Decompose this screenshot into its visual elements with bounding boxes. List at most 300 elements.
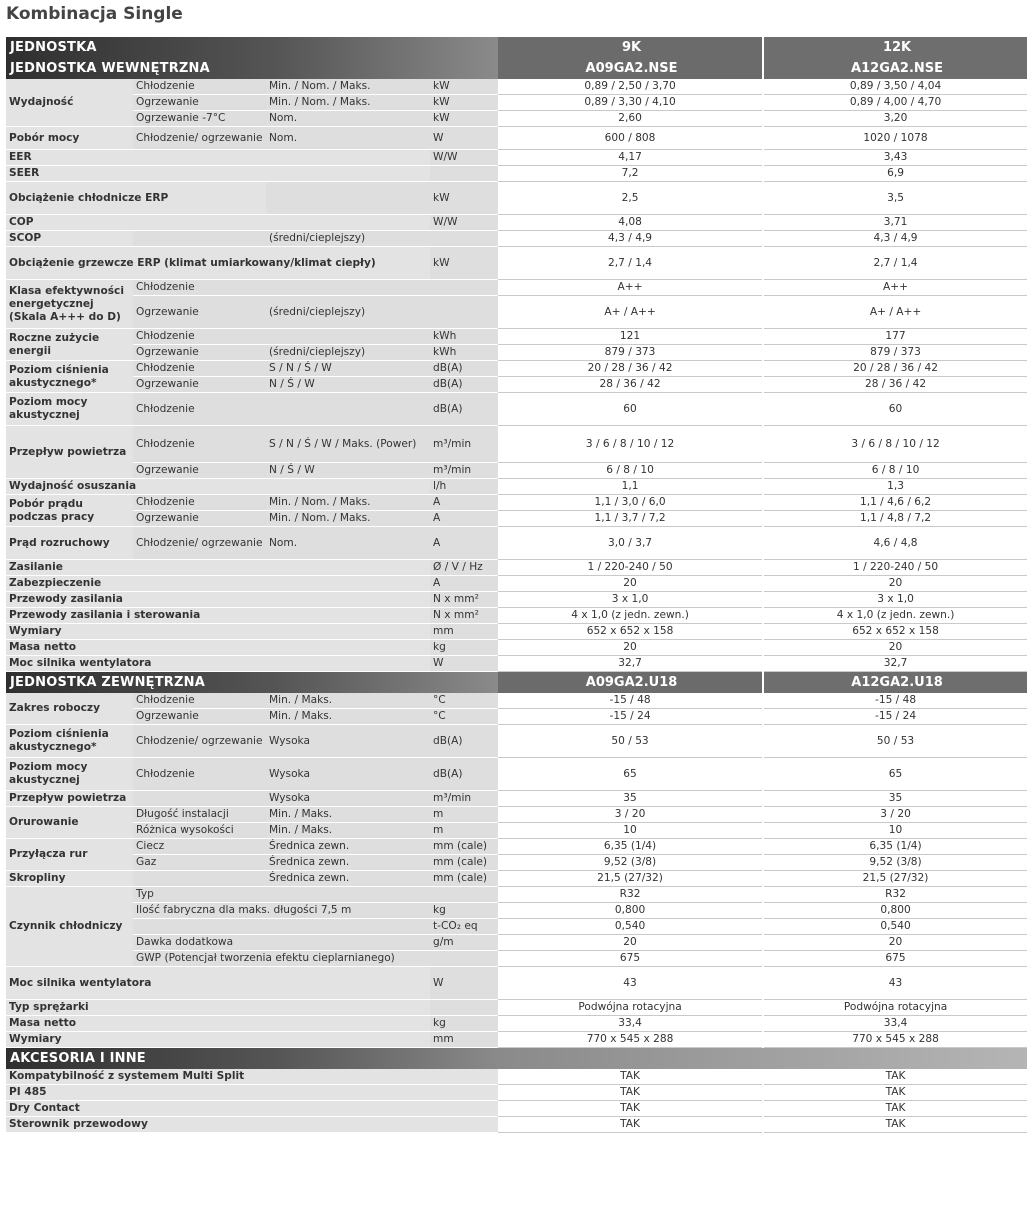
row-value-12k: 60 bbox=[764, 393, 1027, 426]
row-unit: mm bbox=[430, 1032, 498, 1048]
row-group-label: Poziom mocy akustycznej bbox=[6, 393, 133, 426]
row-sub-label: Ciecz bbox=[133, 839, 266, 855]
row-unit: Ø / V / Hz bbox=[430, 560, 498, 576]
row-value-9k: -15 / 24 bbox=[498, 709, 762, 725]
row-sub-label: Chłodzenie bbox=[133, 361, 266, 377]
row-group-label: Klasa efektywności energetycznej (Skala A+++ do D) bbox=[6, 280, 133, 329]
row-condition: Nom. bbox=[266, 111, 430, 127]
row-value-9k: 1,1 / 3,0 / 6,0 bbox=[498, 495, 762, 511]
row-value-9k: -15 / 48 bbox=[498, 693, 762, 709]
row-value-12k: 1,1 / 4,6 / 6,2 bbox=[764, 495, 1027, 511]
row-unit: A bbox=[430, 495, 498, 511]
spec-row bbox=[6, 725, 1027, 758]
row-value-9k: 50 / 53 bbox=[498, 725, 762, 758]
row-value-9k: 21,5 (27/32) bbox=[498, 871, 762, 887]
row-group-label: Przewody zasilania bbox=[6, 592, 430, 608]
row-value-9k: 43 bbox=[498, 967, 762, 1000]
header-indoor-model-12k: A12GA2.NSE bbox=[764, 58, 1027, 79]
row-sub-label: Różnica wysokości bbox=[133, 823, 266, 839]
row-unit: m bbox=[430, 807, 498, 823]
row-unit: t-CO₂ eq bbox=[430, 919, 498, 935]
row-group-label: Typ sprężarki bbox=[6, 1000, 430, 1016]
header-unit-model-12k: 12K bbox=[764, 37, 1027, 58]
row-value-12k: -15 / 48 bbox=[764, 693, 1027, 709]
row-value-9k: 6,35 (1/4) bbox=[498, 839, 762, 855]
row-group-label: Masa netto bbox=[6, 1016, 430, 1032]
row-value-12k: 1 / 220-240 / 50 bbox=[764, 560, 1027, 576]
row-value-9k: 2,60 bbox=[498, 111, 762, 127]
spec-row bbox=[6, 426, 1027, 463]
row-sub-label: Ogrzewanie bbox=[133, 463, 266, 479]
row-value-12k: 9,52 (3/8) bbox=[764, 855, 1027, 871]
row-value-12k: 21,5 (27/32) bbox=[764, 871, 1027, 887]
spec-row bbox=[6, 640, 1027, 656]
row-sub-label: Ogrzewanie bbox=[133, 345, 266, 361]
row-group-label: Pobór prądu podczas pracy bbox=[6, 495, 133, 527]
row-sub-label: Typ bbox=[133, 887, 266, 903]
row-sub-label: Chłodzenie bbox=[133, 393, 266, 426]
row-sub-label: Ogrzewanie bbox=[133, 296, 266, 329]
row-value-12k: 20 bbox=[764, 935, 1027, 951]
row-condition bbox=[266, 935, 430, 951]
spec-row bbox=[6, 1101, 1027, 1117]
spec-row bbox=[6, 296, 1027, 329]
row-unit: l/h bbox=[430, 479, 498, 495]
row-value-9k: 652 x 652 x 158 bbox=[498, 624, 762, 640]
row-sub-label: Ogrzewanie bbox=[133, 95, 266, 111]
row-group-label: Obciążenie chłodnicze ERP bbox=[6, 182, 266, 215]
row-condition: Wysoka bbox=[266, 758, 430, 791]
row-group-label: Moc silnika wentylatora bbox=[6, 967, 430, 1000]
row-condition: Min. / Maks. bbox=[266, 823, 430, 839]
row-group-label: Przewody zasilania i sterowania bbox=[6, 608, 430, 624]
row-condition: (średni/cieplejszy) bbox=[266, 296, 430, 329]
row-condition bbox=[266, 280, 430, 296]
row-group-label: Zabezpieczenie bbox=[6, 576, 430, 592]
row-unit: dB(A) bbox=[430, 377, 498, 393]
header-outdoor-model-9k: A09GA2.U18 bbox=[498, 672, 762, 693]
row-unit bbox=[430, 951, 498, 967]
row-unit: mm (cale) bbox=[430, 839, 498, 855]
row-group-label: Sterownik przewodowy bbox=[6, 1117, 498, 1133]
row-value-12k: 20 bbox=[764, 640, 1027, 656]
spec-row bbox=[6, 887, 1027, 903]
row-value-9k: 0,89 / 2,50 / 3,70 bbox=[498, 79, 762, 95]
row-value-12k: 20 bbox=[764, 576, 1027, 592]
row-group-label: Roczne zużycie energii bbox=[6, 329, 133, 361]
row-value-9k: 1,1 bbox=[498, 479, 762, 495]
row-unit: kW bbox=[430, 182, 498, 215]
row-value-12k: 20 / 28 / 36 / 42 bbox=[764, 361, 1027, 377]
row-sub-label: Ilość fabryczna dla maks. długości 7,5 m bbox=[133, 903, 430, 919]
row-condition: S / N / Ś / W bbox=[266, 361, 430, 377]
header-unit-label: JEDNOSTKA bbox=[6, 37, 498, 58]
row-group-label: EER bbox=[6, 150, 430, 166]
row-value-9k: 0,540 bbox=[498, 919, 762, 935]
spec-row bbox=[6, 393, 1027, 426]
row-unit: kW bbox=[430, 95, 498, 111]
row-unit: kg bbox=[430, 640, 498, 656]
header-fill bbox=[498, 1048, 1027, 1069]
row-group-label: Wydajność osuszania bbox=[6, 479, 430, 495]
header-indoor-label: JEDNOSTKA WEWNĘTRZNA bbox=[6, 58, 498, 79]
row-group-label: Przyłącza rur bbox=[6, 839, 133, 871]
spec-row bbox=[6, 608, 1027, 624]
row-unit: W/W bbox=[430, 215, 498, 231]
row-sub-label: Ogrzewanie -7°C bbox=[133, 111, 266, 127]
row-value-9k: 2,5 bbox=[498, 182, 762, 215]
row-value-12k: 6 / 8 / 10 bbox=[764, 463, 1027, 479]
row-value-12k: 1,1 / 4,8 / 7,2 bbox=[764, 511, 1027, 527]
row-group-label: Dry Contact bbox=[6, 1101, 498, 1117]
row-value-12k: 4 x 1,0 (z jedn. zewn.) bbox=[764, 608, 1027, 624]
row-value-12k: 32,7 bbox=[764, 656, 1027, 672]
row-value-9k: 10 bbox=[498, 823, 762, 839]
row-group-label: Skropliny bbox=[6, 871, 133, 887]
row-unit: kg bbox=[430, 903, 498, 919]
row-sub-label: Ogrzewanie bbox=[133, 511, 266, 527]
row-value-9k: 675 bbox=[498, 951, 762, 967]
spec-row bbox=[6, 560, 1027, 576]
row-value-9k: 4,17 bbox=[498, 150, 762, 166]
row-unit: m³/min bbox=[430, 463, 498, 479]
row-group-label: Zakres roboczy bbox=[6, 693, 133, 725]
spec-row bbox=[6, 935, 1027, 951]
row-value-12k: R32 bbox=[764, 887, 1027, 903]
row-unit bbox=[430, 280, 498, 296]
row-value-12k: TAK bbox=[764, 1085, 1027, 1101]
spec-row bbox=[6, 280, 1027, 296]
row-sub-label: Dawka dodatkowa bbox=[133, 935, 266, 951]
row-value-12k: -15 / 24 bbox=[764, 709, 1027, 725]
header-accessories-label: AKCESORIA I INNE bbox=[6, 1048, 498, 1069]
spec-row bbox=[6, 150, 1027, 166]
row-sub-label bbox=[133, 231, 266, 247]
row-group-label: Przepływ powietrza bbox=[6, 426, 133, 479]
spec-row bbox=[6, 329, 1027, 345]
row-condition: (średni/cieplejszy) bbox=[266, 231, 430, 247]
row-value-9k: TAK bbox=[498, 1101, 762, 1117]
row-unit: dB(A) bbox=[430, 393, 498, 426]
row-value-12k: 6,9 bbox=[764, 166, 1027, 182]
header-indoor-row bbox=[6, 58, 1027, 79]
spec-table-body bbox=[6, 37, 1027, 1133]
row-value-9k: 600 / 808 bbox=[498, 127, 762, 150]
row-group-label: Przepływ powietrza bbox=[6, 791, 133, 807]
row-value-12k: 1020 / 1078 bbox=[764, 127, 1027, 150]
row-unit: kWh bbox=[430, 345, 498, 361]
row-value-9k: A+ / A++ bbox=[498, 296, 762, 329]
row-value-9k: 32,7 bbox=[498, 656, 762, 672]
row-value-12k: 35 bbox=[764, 791, 1027, 807]
row-sub-label: Chłodzenie bbox=[133, 426, 266, 463]
row-unit bbox=[430, 296, 498, 329]
row-condition: N / Ś / W bbox=[266, 377, 430, 393]
row-value-12k: 3 / 20 bbox=[764, 807, 1027, 823]
spec-row bbox=[6, 166, 1027, 182]
row-value-9k: 3 / 6 / 8 / 10 / 12 bbox=[498, 426, 762, 463]
row-condition: Nom. bbox=[266, 127, 430, 150]
row-unit: dB(A) bbox=[430, 361, 498, 377]
spec-row bbox=[6, 377, 1027, 393]
row-group-label: Prąd rozruchowy bbox=[6, 527, 133, 560]
row-group-label: Wymiary bbox=[6, 624, 430, 640]
row-value-12k: 28 / 36 / 42 bbox=[764, 377, 1027, 393]
row-condition: (średni/cieplejszy) bbox=[266, 345, 430, 361]
header-outdoor-label: JEDNOSTKA ZEWNĘTRZNA bbox=[6, 672, 498, 693]
row-value-12k: 3,5 bbox=[764, 182, 1027, 215]
row-unit: kg bbox=[430, 1016, 498, 1032]
spec-row bbox=[6, 951, 1027, 967]
spec-row bbox=[6, 479, 1027, 495]
row-value-9k: 33,4 bbox=[498, 1016, 762, 1032]
row-unit: kW bbox=[430, 247, 498, 280]
spec-row bbox=[6, 111, 1027, 127]
row-condition: Min. / Nom. / Maks. bbox=[266, 511, 430, 527]
spec-row bbox=[6, 79, 1027, 95]
row-value-12k: 65 bbox=[764, 758, 1027, 791]
row-unit: dB(A) bbox=[430, 725, 498, 758]
spec-row bbox=[6, 463, 1027, 479]
row-condition bbox=[266, 329, 430, 345]
row-value-9k: A++ bbox=[498, 280, 762, 296]
row-value-9k: 20 bbox=[498, 935, 762, 951]
row-condition: S / N / Ś / W / Maks. (Power) bbox=[266, 426, 430, 463]
row-sub-label: GWP (Potencjał tworzenia efektu cieplarnianego) bbox=[133, 951, 430, 967]
row-value-12k: 770 x 545 x 288 bbox=[764, 1032, 1027, 1048]
row-group-label: Kompatybilność z systemem Multi Split bbox=[6, 1069, 498, 1085]
spec-row bbox=[6, 511, 1027, 527]
row-unit bbox=[430, 1000, 498, 1016]
row-value-9k: 4,3 / 4,9 bbox=[498, 231, 762, 247]
row-condition: Średnica zewn. bbox=[266, 871, 430, 887]
row-value-12k: 3,71 bbox=[764, 215, 1027, 231]
spec-row bbox=[6, 127, 1027, 150]
spec-row bbox=[6, 345, 1027, 361]
row-unit: kW bbox=[430, 111, 498, 127]
spec-row bbox=[6, 361, 1027, 377]
header-accessories-row bbox=[6, 1048, 1027, 1069]
row-value-12k: 177 bbox=[764, 329, 1027, 345]
row-unit: A bbox=[430, 511, 498, 527]
row-condition: Min. / Nom. / Maks. bbox=[266, 95, 430, 111]
spec-row bbox=[6, 1000, 1027, 1016]
row-value-9k: 1,1 / 3,7 / 7,2 bbox=[498, 511, 762, 527]
row-unit: °C bbox=[430, 693, 498, 709]
row-value-9k: 2,7 / 1,4 bbox=[498, 247, 762, 280]
row-value-9k: 20 / 28 / 36 / 42 bbox=[498, 361, 762, 377]
row-sub-label: Ogrzewanie bbox=[133, 377, 266, 393]
row-value-9k: TAK bbox=[498, 1069, 762, 1085]
header-indoor-model-9k: A09GA2.NSE bbox=[498, 58, 762, 79]
spec-row bbox=[6, 576, 1027, 592]
row-group-label: Poziom mocy akustycznej bbox=[6, 758, 133, 791]
row-value-12k: 33,4 bbox=[764, 1016, 1027, 1032]
row-condition: Min. / Maks. bbox=[266, 693, 430, 709]
spec-row bbox=[6, 855, 1027, 871]
row-value-12k: 879 / 373 bbox=[764, 345, 1027, 361]
row-sub-label: Długość instalacji bbox=[133, 807, 266, 823]
header-outdoor-model-12k: A12GA2.U18 bbox=[764, 672, 1027, 693]
spec-row bbox=[6, 592, 1027, 608]
row-group-label: Pobór mocy bbox=[6, 127, 133, 150]
spec-table bbox=[6, 37, 1027, 1133]
row-value-9k: 7,2 bbox=[498, 166, 762, 182]
page-title: Kombinacja Single bbox=[6, 4, 183, 24]
row-value-12k: 4,3 / 4,9 bbox=[764, 231, 1027, 247]
row-group-label: Obciążenie grzewcze ERP (klimat umiarkowany/klimat ciepły) bbox=[6, 247, 430, 280]
spec-row bbox=[6, 758, 1027, 791]
row-unit: m bbox=[430, 823, 498, 839]
spec-row bbox=[6, 527, 1027, 560]
row-value-9k: 0,89 / 3,30 / 4,10 bbox=[498, 95, 762, 111]
row-sub-label: Chłodzenie bbox=[133, 280, 266, 296]
spec-row bbox=[6, 1069, 1027, 1085]
spec-row bbox=[6, 693, 1027, 709]
row-condition bbox=[266, 182, 430, 215]
row-group-label: Moc silnika wentylatora bbox=[6, 656, 430, 672]
spec-row bbox=[6, 182, 1027, 215]
header-unit-model-9k: 9K bbox=[498, 37, 762, 58]
spec-row bbox=[6, 495, 1027, 511]
row-value-12k: 3,43 bbox=[764, 150, 1027, 166]
row-value-9k: 20 bbox=[498, 640, 762, 656]
row-sub-label bbox=[133, 791, 266, 807]
row-unit: N x mm² bbox=[430, 608, 498, 624]
row-value-12k: TAK bbox=[764, 1101, 1027, 1117]
row-value-9k: TAK bbox=[498, 1117, 762, 1133]
spec-row bbox=[6, 871, 1027, 887]
spec-row bbox=[6, 247, 1027, 280]
spec-row bbox=[6, 1016, 1027, 1032]
row-unit: g/m bbox=[430, 935, 498, 951]
spec-row bbox=[6, 1117, 1027, 1133]
row-condition: Min. / Nom. / Maks. bbox=[266, 495, 430, 511]
row-unit: A bbox=[430, 576, 498, 592]
row-value-9k: 28 / 36 / 42 bbox=[498, 377, 762, 393]
spec-row bbox=[6, 903, 1027, 919]
row-value-9k: 6 / 8 / 10 bbox=[498, 463, 762, 479]
row-value-12k: 0,540 bbox=[764, 919, 1027, 935]
row-sub-label: Chłodzenie bbox=[133, 329, 266, 345]
row-sub-label: Gaz bbox=[133, 855, 266, 871]
row-group-label: SCOP bbox=[6, 231, 133, 247]
row-value-9k: 121 bbox=[498, 329, 762, 345]
header-outdoor-row bbox=[6, 672, 1027, 693]
row-value-12k: 3 x 1,0 bbox=[764, 592, 1027, 608]
row-value-9k: 20 bbox=[498, 576, 762, 592]
spec-row bbox=[6, 823, 1027, 839]
row-unit: mm (cale) bbox=[430, 855, 498, 871]
row-value-9k: 9,52 (3/8) bbox=[498, 855, 762, 871]
row-unit: W/W bbox=[430, 150, 498, 166]
row-value-9k: 0,800 bbox=[498, 903, 762, 919]
spec-row bbox=[6, 967, 1027, 1000]
spec-row bbox=[6, 1085, 1027, 1101]
row-value-9k: Podwójna rotacyjna bbox=[498, 1000, 762, 1016]
row-value-9k: 60 bbox=[498, 393, 762, 426]
row-unit: m³/min bbox=[430, 426, 498, 463]
row-unit bbox=[430, 887, 498, 903]
row-unit: mm (cale) bbox=[430, 871, 498, 887]
row-value-12k: 43 bbox=[764, 967, 1027, 1000]
row-value-9k: 65 bbox=[498, 758, 762, 791]
row-unit: A bbox=[430, 527, 498, 560]
row-value-12k: TAK bbox=[764, 1117, 1027, 1133]
row-value-12k: 3 / 6 / 8 / 10 / 12 bbox=[764, 426, 1027, 463]
row-sub-label: Chłodzenie bbox=[133, 495, 266, 511]
row-unit: kWh bbox=[430, 329, 498, 345]
row-value-12k: 0,89 / 3,50 / 4,04 bbox=[764, 79, 1027, 95]
row-condition: Nom. bbox=[266, 527, 430, 560]
row-value-12k: 6,35 (1/4) bbox=[764, 839, 1027, 855]
row-unit: W bbox=[430, 656, 498, 672]
row-sub-label: Chłodzenie/ ogrzewanie bbox=[133, 725, 266, 758]
row-sub-label bbox=[133, 919, 266, 935]
row-unit: N x mm² bbox=[430, 592, 498, 608]
row-condition: Min. / Maks. bbox=[266, 807, 430, 823]
row-group-label: Poziom ciśnienia akustycznego* bbox=[6, 361, 133, 393]
row-value-12k: 1,3 bbox=[764, 479, 1027, 495]
row-value-9k: R32 bbox=[498, 887, 762, 903]
row-value-9k: 4 x 1,0 (z jedn. zewn.) bbox=[498, 608, 762, 624]
row-value-12k: TAK bbox=[764, 1069, 1027, 1085]
spec-row bbox=[6, 95, 1027, 111]
row-value-12k: 10 bbox=[764, 823, 1027, 839]
row-value-12k: 3,20 bbox=[764, 111, 1027, 127]
row-unit: m³/min bbox=[430, 791, 498, 807]
spec-row bbox=[6, 709, 1027, 725]
spec-row bbox=[6, 624, 1027, 640]
row-value-9k: 770 x 545 x 288 bbox=[498, 1032, 762, 1048]
row-condition: Min. / Maks. bbox=[266, 709, 430, 725]
row-sub-label: Chłodzenie bbox=[133, 758, 266, 791]
row-value-12k: 675 bbox=[764, 951, 1027, 967]
row-group-label: Wymiary bbox=[6, 1032, 430, 1048]
row-unit: W bbox=[430, 967, 498, 1000]
row-sub-label: Chłodzenie bbox=[133, 79, 266, 95]
spec-row bbox=[6, 839, 1027, 855]
row-condition bbox=[266, 887, 430, 903]
row-sub-label: Ogrzewanie bbox=[133, 709, 266, 725]
row-unit: W bbox=[430, 127, 498, 150]
row-condition: Średnica zewn. bbox=[266, 839, 430, 855]
row-condition: Wysoka bbox=[266, 791, 430, 807]
row-value-12k: 652 x 652 x 158 bbox=[764, 624, 1027, 640]
row-group-label: PI 485 bbox=[6, 1085, 498, 1101]
row-group-label: Poziom ciśnienia akustycznego* bbox=[6, 725, 133, 758]
row-unit: kW bbox=[430, 79, 498, 95]
row-value-9k: 3 x 1,0 bbox=[498, 592, 762, 608]
spec-row bbox=[6, 656, 1027, 672]
row-value-12k: 2,7 / 1,4 bbox=[764, 247, 1027, 280]
row-group-label: Masa netto bbox=[6, 640, 430, 656]
row-group-label: Orurowanie bbox=[6, 807, 133, 839]
row-value-12k: 0,800 bbox=[764, 903, 1027, 919]
row-unit bbox=[430, 166, 498, 182]
row-value-9k: 879 / 373 bbox=[498, 345, 762, 361]
row-value-12k: 0,89 / 4,00 / 4,70 bbox=[764, 95, 1027, 111]
row-sub-label: Chłodzenie bbox=[133, 693, 266, 709]
row-value-12k: A++ bbox=[764, 280, 1027, 296]
row-value-12k: A+ / A++ bbox=[764, 296, 1027, 329]
row-unit bbox=[430, 231, 498, 247]
row-unit: dB(A) bbox=[430, 758, 498, 791]
row-sub-label: Chłodzenie/ ogrzewanie bbox=[133, 527, 266, 560]
row-group-label: COP bbox=[6, 215, 430, 231]
row-value-12k: Podwójna rotacyjna bbox=[764, 1000, 1027, 1016]
spec-row bbox=[6, 1032, 1027, 1048]
